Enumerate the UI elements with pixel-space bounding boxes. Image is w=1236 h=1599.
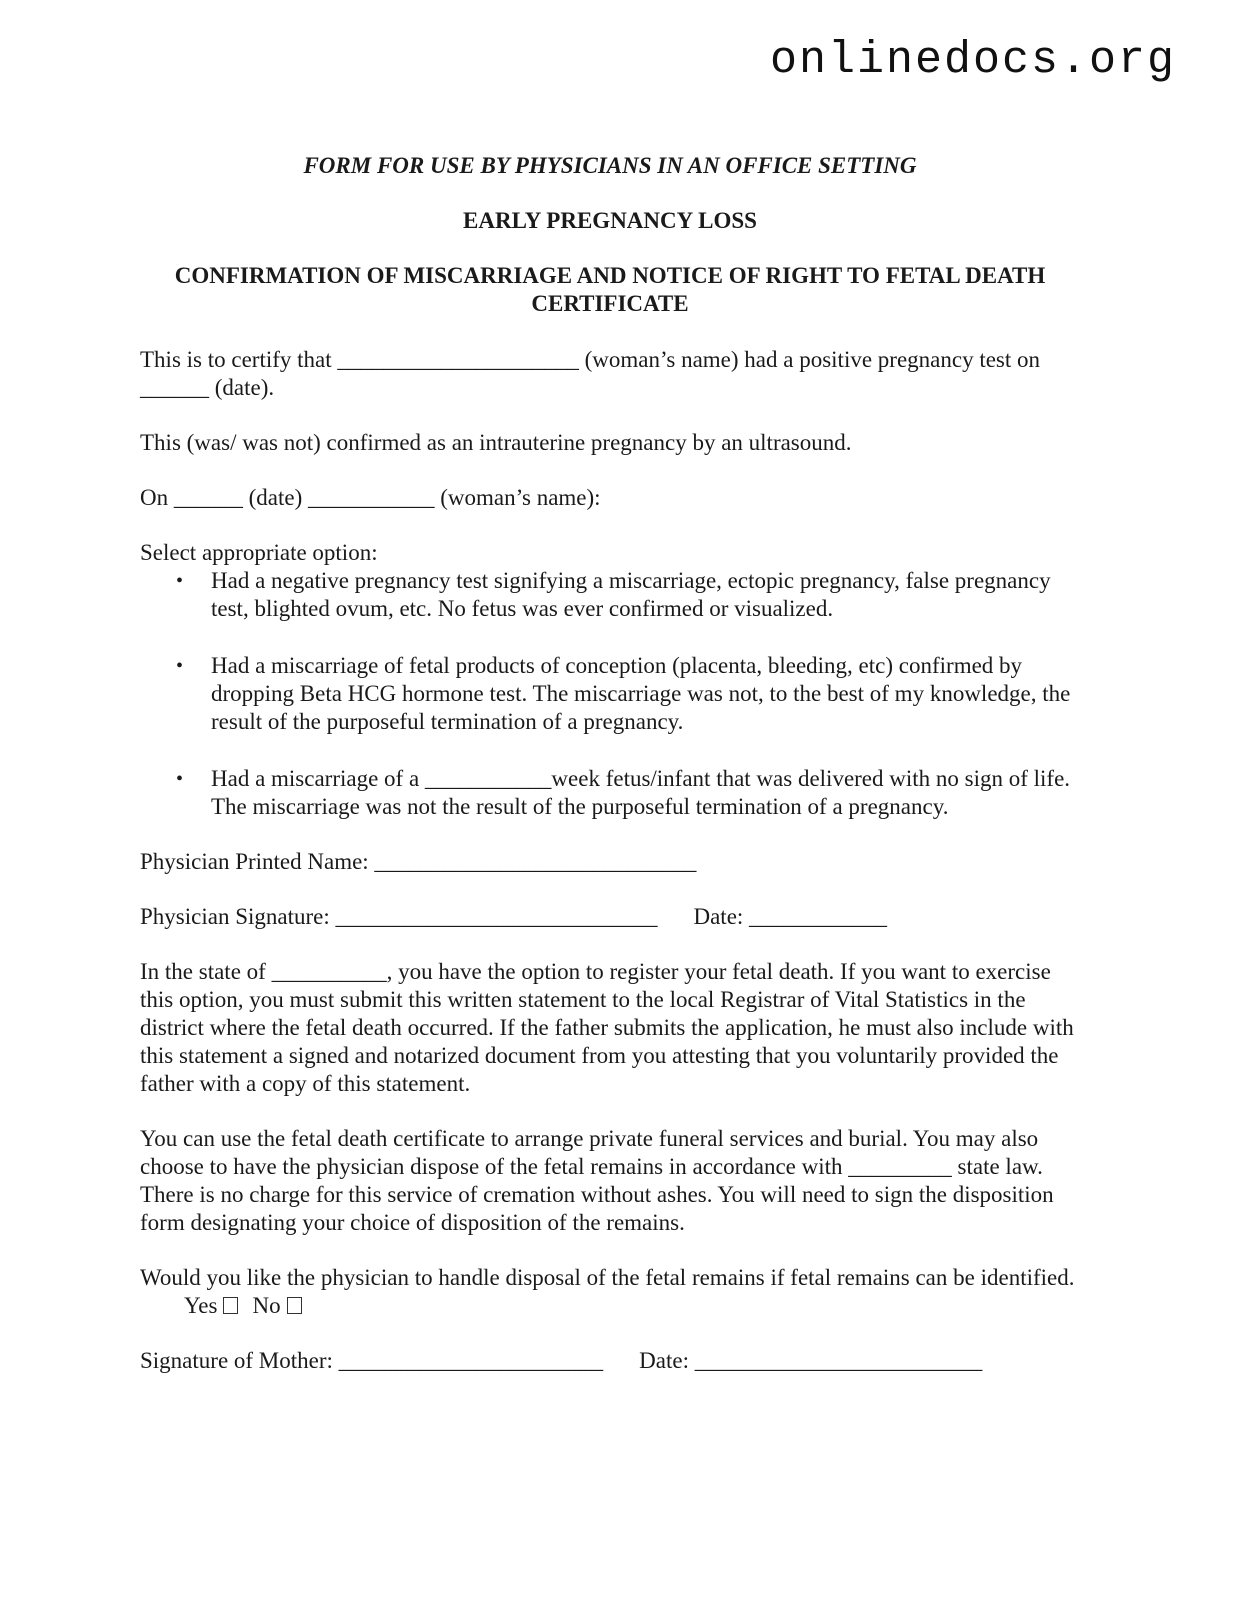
option-item <box>140 765 1080 821</box>
on-date-statement: On ______ (date) ___________ (woman’s name): <box>140 485 601 510</box>
option-text: Had a negative pregnancy test signifying a miscarriage, ectopic pregnancy, false pregnancy test, blighted ovum, etc. No fetus was ever confirmed or visualized. <box>211 568 1051 621</box>
select-option-label: Select appropriate option: <box>140 540 378 565</box>
physician-printed-name-field: Physician Printed Name: ____________________________ <box>140 849 697 874</box>
option-item <box>140 652 1080 736</box>
yes-label: Yes <box>184 1293 218 1318</box>
option-list <box>140 567 1080 821</box>
mother-date-field: Date: _________________________ <box>639 1348 983 1373</box>
option-text: Had a miscarriage of fetal products of conception (placenta, bleeding, etc) confirmed by dropping Beta HCG hormone test. The miscarriage was not, to the best of my knowledge, the result of the purposeful termination of a pregnancy. <box>211 653 1071 734</box>
state-registration-paragraph: In the state of __________, you have the option to register your fetal death. If you want to exercise this option, you must submit this written statement to the local Registrar of Vital Statistics in the district where the fetal death occurred. If the father submits the application, he must also include with this statement a signed and notarized document from you attesting that you voluntarily provided the father with a copy of this statement. <box>140 959 1074 1096</box>
certify-statement: This is to certify that _____________________ (woman’s name) had a positive pregnancy test on ______ (date). <box>140 347 1041 400</box>
watermark-logo: onlinedocs.org <box>769 35 1176 86</box>
bullet-icon: • <box>176 570 184 592</box>
funeral-disposition-paragraph: You can use the fetal death certificate to arrange private funeral services and burial. You may also choose to have the physician dispose of the fetal remains in accordance with _________ state law. There is no charge for this service of cremation without ashes. You will need to sign the disposition form designating your choice of disposition of the remains. <box>140 1126 1054 1235</box>
bullet-icon: • <box>176 768 184 790</box>
form-subtitle: EARLY PREGNANCY LOSS <box>463 208 757 233</box>
option-item <box>140 567 1080 623</box>
option-text: Had a miscarriage of a ___________week fetus/infant that was delivered with no sign of life. The miscarriage was not the result of the purposeful termination of a pregnancy. <box>211 766 1071 819</box>
yes-checkbox[interactable] <box>223 1297 238 1314</box>
physician-date-field: Date: ____________ <box>693 904 888 929</box>
physician-signature-field: Physician Signature: ____________________________ <box>140 904 658 929</box>
disposal-question-text: Would you like the physician to handle disposal of the fetal remains if fetal remains can be identified. <box>140 1265 1075 1290</box>
main-title: CONFIRMATION OF MISCARRIAGE AND NOTICE OF RIGHT TO FETAL DEATH CERTIFICATE <box>174 263 1046 316</box>
mother-signature-row <box>140 1347 1080 1375</box>
bullet-icon: • <box>176 655 184 677</box>
disposal-question <box>140 1264 1080 1320</box>
ultrasound-statement: This (was/ was not) confirmed as an intrauterine pregnancy by an ultrasound. <box>140 430 852 455</box>
no-label: No <box>252 1293 281 1318</box>
form-title: FORM FOR USE BY PHYSICIANS IN AN OFFICE SETTING <box>303 153 917 178</box>
form-document <box>140 152 1080 1402</box>
physician-signature-row <box>140 903 1080 931</box>
mother-signature-field: Signature of Mother: _______________________ <box>140 1348 604 1373</box>
no-checkbox[interactable] <box>287 1297 302 1314</box>
